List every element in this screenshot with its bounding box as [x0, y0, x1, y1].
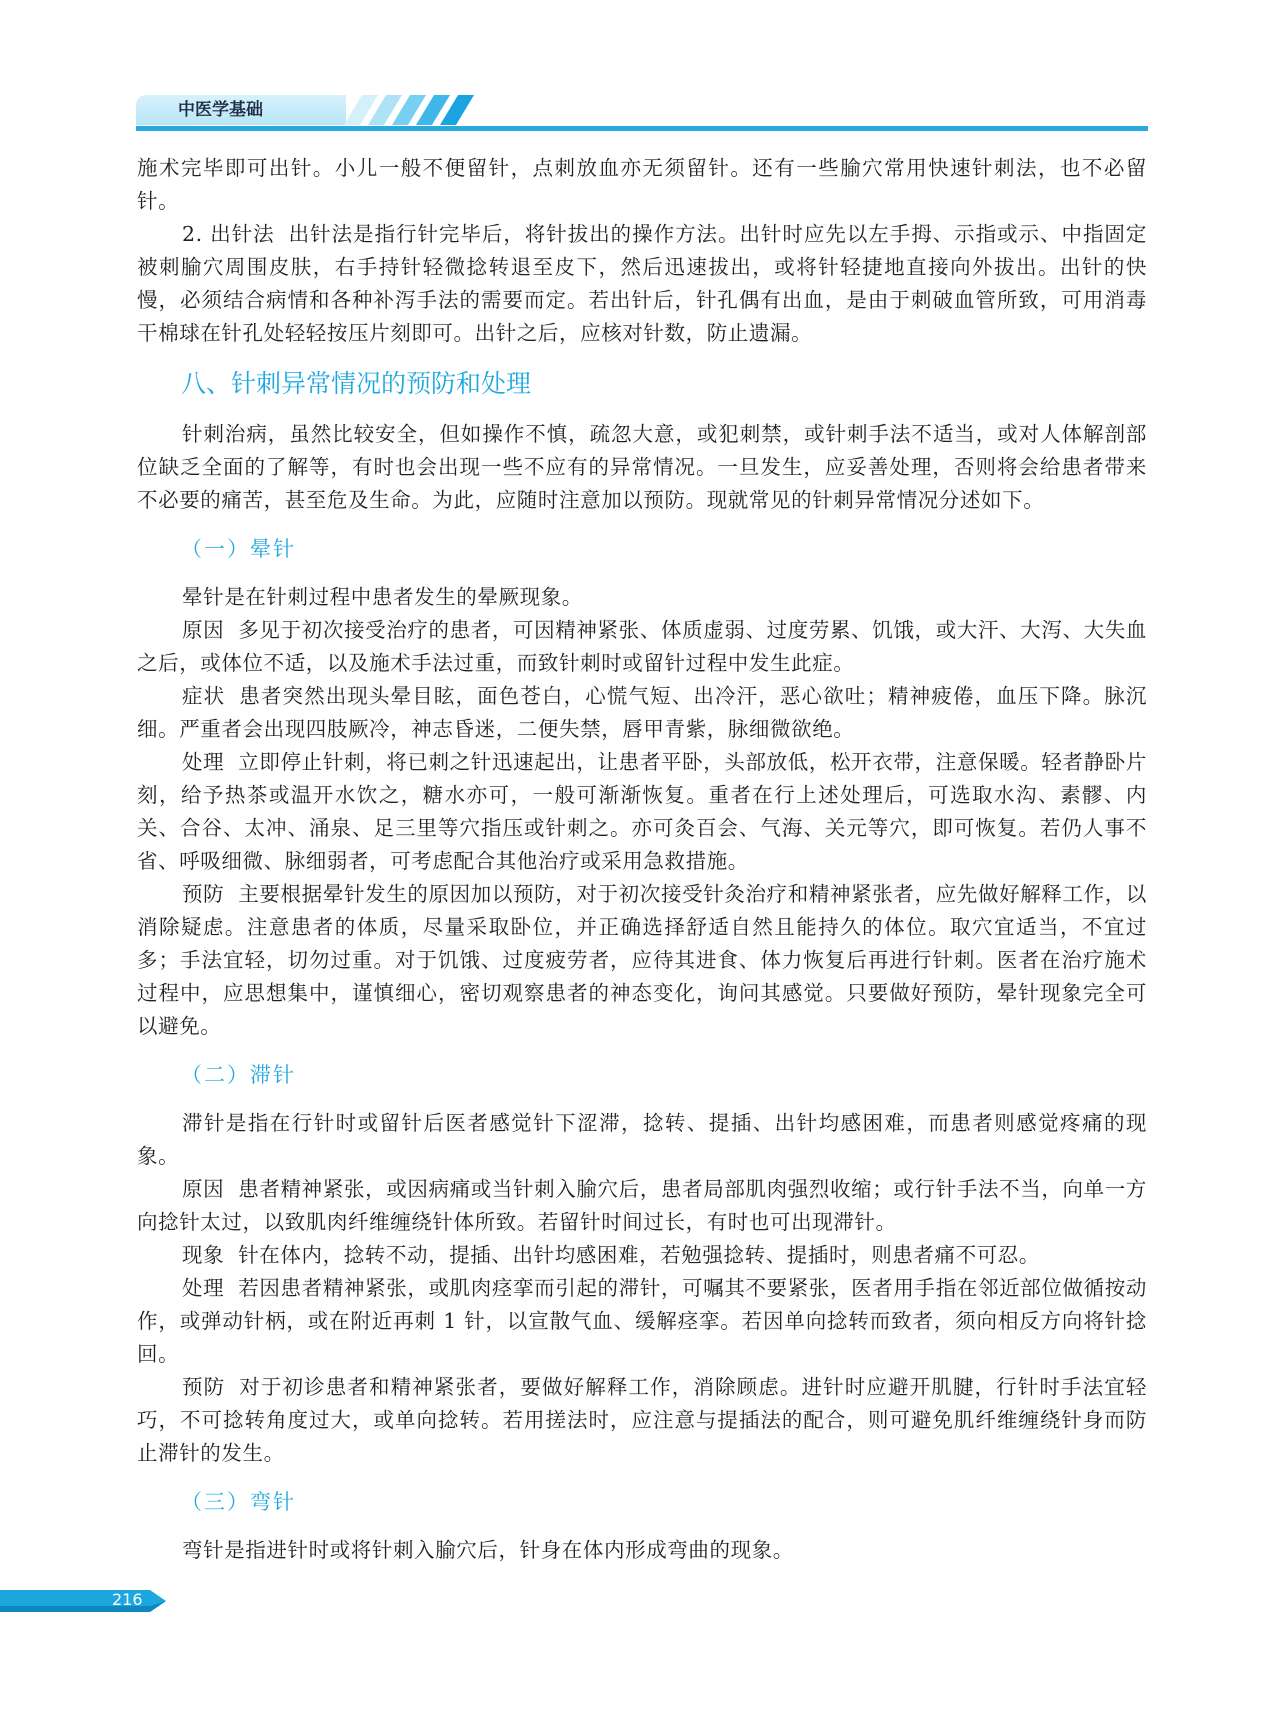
paragraph — [137, 614, 1147, 680]
item-text: 多见于初次接受治疗的患者，可因精神紧张、体质虚弱、过度劳累、饥饿，或大汗、大泻、大失血之后，或体位不适，以及施术手法过重，而致针刺时或留针过程中发生此症。 — [137, 618, 1147, 675]
paragraph — [137, 680, 1147, 746]
book-title: 中医学基础 — [178, 100, 263, 120]
subsection-heading: （三）弯针 — [181, 1490, 296, 1514]
item-text: 针在体内，捻转不动，提插、出针均感困难，若勉强捻转、提插时，则患者痛不可忍。 — [238, 1243, 1041, 1267]
paragraph: 晕针是在针刺过程中患者发生的晕厥现象。 — [182, 585, 583, 609]
page-body — [137, 152, 1147, 1567]
paragraph — [137, 1371, 1147, 1470]
subsection-heading: （二）滞针 — [181, 1063, 296, 1087]
paragraph: 针刺治病，虽然比较安全，但如操作不慎，疏忽大意，或犯刺禁，或针刺手法不适当，或对人体解剖部位缺乏全面的了解等，有时也会出现一些不应有的异常情况。一旦发生，应妥善处理，否则将会给患者带来不必要的痛苦，甚至危及生命。为此，应随时注意加以预防。现就常见的针刺异常情况分述如下。 — [137, 422, 1147, 512]
item-text: 出针法是指行针完毕后，将针拔出的操作方法。出针时应先以左手拇、示指或示、中指固定被刺腧穴周围皮肤，右手持针轻微捻转退至皮下，然后迅速拔出，或将针轻捷地直接向外拔出。出针的快慢，必须结合病情和各种补泻手法的需要而定。若出针后，针孔偶有出血，是由于刺破血管所致，可用消毒干棉球在针孔处轻轻按压片刻即可。出针之后，应核对针数，防止遗漏。 — [137, 222, 1147, 345]
section-heading: 八、针刺异常情况的预防和处理 — [181, 369, 532, 398]
paragraph — [137, 218, 1147, 350]
item-heading: 现象 — [182, 1243, 225, 1267]
page-number-tab — [0, 1588, 170, 1614]
paragraph: 弯针是指进针时或将针刺入腧穴后，针身在体内形成弯曲的现象。 — [182, 1538, 794, 1562]
header-rule — [136, 126, 1148, 131]
item-heading: 预防 — [182, 1375, 226, 1399]
page-number: 216 — [112, 1590, 143, 1609]
paragraph — [137, 878, 1147, 1043]
item-heading: 处理 — [182, 1276, 225, 1300]
item-text: 对于初诊患者和精神紧张者，要做好解释工作，消除顾虑。进针时应避开肌腱，行针时手法宜轻巧，不可捻转角度过大，或单向捻转。若用搓法时，应注意与提插法的配合，则可避免肌纤维缠绕针身而防止滞针的发生。 — [137, 1375, 1148, 1465]
paragraph — [137, 1173, 1147, 1239]
item-text: 患者突然出现头晕目眩，面色苍白，心慌气短、出冷汗，恶心欲吐；精神疲倦，血压下降。脉沉细。严重者会出现四肢厥冷，神志昏迷，二便失禁，唇甲青紫，脉细微欲绝。 — [137, 684, 1148, 741]
paragraph: 滞针是指在行针时或留针后医者感觉针下涩滞，捻转、提插、出针均感困难，而患者则感觉疼痛的现象。 — [137, 1111, 1147, 1168]
item-text: 主要根据晕针发生的原因加以预防，对于初次接受针灸治疗和精神紧张者，应先做好解释工作，以消除疑虑。注意患者的体质，尽量采取卧位，并正确选择舒适自然且能持久的体位。取穴宜适当，不宜过多；手法宜轻，切勿过重。对于饥饿、过度疲劳者，应待其进食、体力恢复后再进行针刺。医者在治疗施术过程中，应思想集中，谨慎细心，密切观察患者的神态变化，询问其感觉。只要做好预防，晕针现象完全可以避免。 — [137, 882, 1147, 1038]
item-heading: 症状 — [182, 684, 226, 708]
subsection-heading: （一）晕针 — [181, 537, 296, 561]
item-heading: 处理 — [182, 750, 225, 774]
page-footer — [0, 1588, 170, 1614]
running-header — [136, 93, 1148, 133]
item-heading: 原因 — [182, 618, 225, 642]
header-stripes-decoration — [336, 95, 536, 125]
item-heading: 原因 — [182, 1177, 225, 1201]
item-heading: 预防 — [182, 882, 225, 906]
paragraph — [137, 1239, 1147, 1272]
paragraph: 施术完毕即可出针。小儿一般不便留针，点刺放血亦无须留针。还有一些腧穴常用快速针刺法，也不必留针。 — [137, 156, 1147, 213]
paragraph — [137, 1272, 1147, 1371]
item-heading: 2. 出针法 — [182, 222, 275, 246]
item-text: 若因患者精神紧张，或肌肉痉挛而引起的滞针，可嘱其不要紧张，医者用手指在邻近部位做循按动作，或弹动针柄，或在附近再刺 1 针，以宣散气血、缓解痉挛。若因单向捻转而致者，须向相反方向将针捻回。 — [137, 1276, 1147, 1366]
item-text: 立即停止针刺，将已刺之针迅速起出，让患者平卧，头部放低，松开衣带，注意保暖。轻者静卧片刻，给予热茶或温开水饮之，糖水亦可，一般可渐渐恢复。重者在行上述处理后，可选取水沟、素髎、内关、合谷、太冲、涌泉、足三里等穴指压或针刺之。亦可灸百会、气海、关元等穴，即可恢复。若仍人事不省、呼吸细微、脉细弱者，可考虑配合其他治疗或采用急救措施。 — [137, 750, 1147, 873]
item-text: 患者精神紧张，或因病痛或当针刺入腧穴后，患者局部肌肉强烈收缩；或行针手法不当，向单一方向捻针太过，以致肌肉纤维缠绕针体所致。若留针时间过长，有时也可出现滞针。 — [137, 1177, 1147, 1234]
paragraph — [137, 746, 1147, 878]
